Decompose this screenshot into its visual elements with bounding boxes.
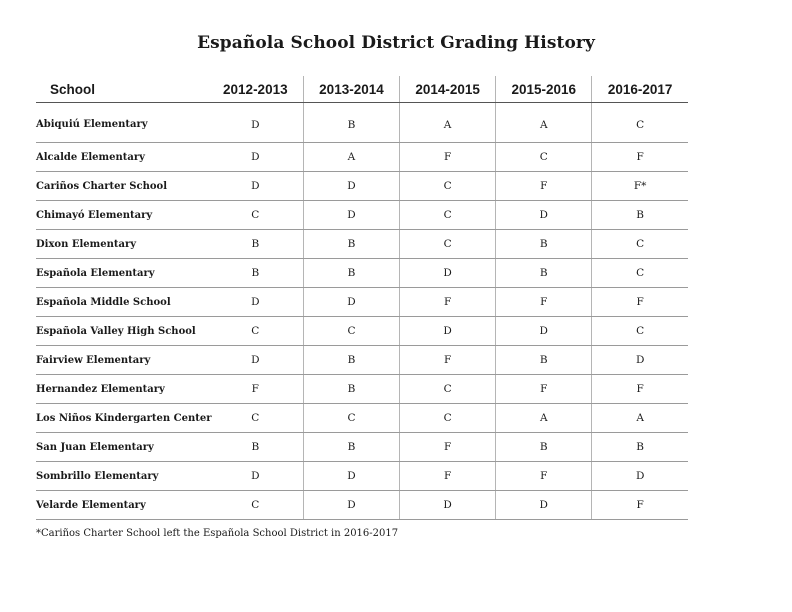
grade-cell: F bbox=[496, 462, 592, 491]
column-header-2012-2013: 2012-2013 bbox=[207, 76, 303, 103]
grade-cell: C bbox=[303, 404, 399, 433]
grade-cell: C bbox=[496, 143, 592, 172]
grade-cell: A bbox=[496, 103, 592, 143]
grade-cell: B bbox=[496, 433, 592, 462]
table-row bbox=[36, 433, 688, 462]
page-title: Española School District Grading History bbox=[197, 33, 595, 53]
table-body bbox=[36, 103, 688, 520]
column-header-school: School bbox=[36, 76, 207, 103]
grade-cell: D bbox=[496, 491, 592, 520]
grade-cell: F bbox=[400, 346, 496, 375]
table-header-row bbox=[36, 76, 688, 103]
school-name-cell: Fairview Elementary bbox=[36, 346, 207, 375]
table-row bbox=[36, 143, 688, 172]
grade-cell: C bbox=[207, 404, 303, 433]
grade-cell: C bbox=[303, 317, 399, 346]
grade-cell: D bbox=[303, 201, 399, 230]
footnote: *Cariños Charter School left the Española School District in 2016-2017 bbox=[36, 528, 399, 539]
grade-cell: B bbox=[303, 230, 399, 259]
grade-cell: F bbox=[496, 288, 592, 317]
grade-cell: D bbox=[592, 346, 688, 375]
grade-cell: D bbox=[496, 317, 592, 346]
grading-history-table bbox=[36, 76, 688, 520]
grade-cell: D bbox=[207, 103, 303, 143]
grade-cell: F bbox=[207, 375, 303, 404]
table-row bbox=[36, 491, 688, 520]
grade-cell: D bbox=[303, 172, 399, 201]
grade-cell: B bbox=[303, 375, 399, 404]
column-header-2016-2017: 2016-2017 bbox=[592, 76, 688, 103]
school-name-cell: Alcalde Elementary bbox=[36, 143, 207, 172]
grade-cell: C bbox=[400, 230, 496, 259]
grade-cell: C bbox=[207, 201, 303, 230]
grade-cell: B bbox=[303, 346, 399, 375]
grade-cell: F bbox=[592, 491, 688, 520]
school-name-cell: Sombrillo Elementary bbox=[36, 462, 207, 491]
grade-cell: B bbox=[207, 230, 303, 259]
school-name-cell: Española Middle School bbox=[36, 288, 207, 317]
grade-cell: A bbox=[400, 103, 496, 143]
grade-cell: F bbox=[400, 462, 496, 491]
grade-cell: B bbox=[303, 259, 399, 288]
grade-cell: B bbox=[496, 346, 592, 375]
table-row bbox=[36, 288, 688, 317]
grade-cell: C bbox=[592, 259, 688, 288]
grade-cell: B bbox=[207, 259, 303, 288]
grade-cell: B bbox=[303, 103, 399, 143]
school-name-cell: Dixon Elementary bbox=[36, 230, 207, 259]
grade-cell: C bbox=[207, 491, 303, 520]
school-name-cell: Cariños Charter School bbox=[36, 172, 207, 201]
grade-cell: B bbox=[207, 433, 303, 462]
table-row bbox=[36, 103, 688, 143]
grade-cell: F bbox=[592, 288, 688, 317]
grade-cell: F bbox=[592, 375, 688, 404]
grade-cell: D bbox=[400, 491, 496, 520]
school-name-cell: San Juan Elementary bbox=[36, 433, 207, 462]
grade-cell: D bbox=[207, 462, 303, 491]
grade-cell: A bbox=[303, 143, 399, 172]
grade-cell: D bbox=[207, 172, 303, 201]
grade-cell: F bbox=[400, 433, 496, 462]
grade-cell: B bbox=[496, 230, 592, 259]
school-name-cell: Velarde Elementary bbox=[36, 491, 207, 520]
grade-cell: D bbox=[303, 462, 399, 491]
grade-cell: D bbox=[207, 288, 303, 317]
grade-cell: F bbox=[400, 143, 496, 172]
grade-cell: A bbox=[592, 404, 688, 433]
table-row bbox=[36, 317, 688, 346]
grade-cell: F bbox=[496, 375, 592, 404]
grade-cell: D bbox=[400, 317, 496, 346]
grade-cell: B bbox=[496, 259, 592, 288]
school-name-cell: Hernandez Elementary bbox=[36, 375, 207, 404]
grade-cell: F bbox=[496, 172, 592, 201]
grade-cell: C bbox=[592, 230, 688, 259]
column-header-2013-2014: 2013-2014 bbox=[303, 76, 399, 103]
grade-cell: C bbox=[400, 404, 496, 433]
table-row bbox=[36, 201, 688, 230]
school-name-cell: Abiquiú Elementary bbox=[36, 103, 207, 143]
grade-cell: C bbox=[400, 201, 496, 230]
grade-cell: D bbox=[207, 143, 303, 172]
table-row bbox=[36, 230, 688, 259]
grade-cell: A bbox=[496, 404, 592, 433]
column-header-2014-2015: 2014-2015 bbox=[400, 76, 496, 103]
grade-cell: C bbox=[207, 317, 303, 346]
school-name-cell: Chimayó Elementary bbox=[36, 201, 207, 230]
table-row bbox=[36, 404, 688, 433]
grade-cell: D bbox=[496, 201, 592, 230]
grade-cell: F bbox=[592, 143, 688, 172]
grade-cell: C bbox=[592, 103, 688, 143]
table-row bbox=[36, 172, 688, 201]
column-header-2015-2016: 2015-2016 bbox=[496, 76, 592, 103]
school-name-cell: Española Valley High School bbox=[36, 317, 207, 346]
grade-cell: D bbox=[400, 259, 496, 288]
grade-cell: D bbox=[303, 491, 399, 520]
table-row bbox=[36, 462, 688, 491]
grade-cell: C bbox=[400, 172, 496, 201]
grade-cell: D bbox=[592, 462, 688, 491]
grade-cell: B bbox=[592, 433, 688, 462]
school-name-cell: Española Elementary bbox=[36, 259, 207, 288]
grade-cell: C bbox=[592, 317, 688, 346]
school-name-cell: Los Niños Kindergarten Center bbox=[36, 404, 207, 433]
grade-cell: C bbox=[400, 375, 496, 404]
grade-cell: F* bbox=[592, 172, 688, 201]
grade-cell: B bbox=[303, 433, 399, 462]
grade-cell: F bbox=[400, 288, 496, 317]
grade-cell: B bbox=[592, 201, 688, 230]
table-row bbox=[36, 259, 688, 288]
table-row bbox=[36, 346, 688, 375]
table-row bbox=[36, 375, 688, 404]
grade-cell: D bbox=[303, 288, 399, 317]
grade-cell: D bbox=[207, 346, 303, 375]
